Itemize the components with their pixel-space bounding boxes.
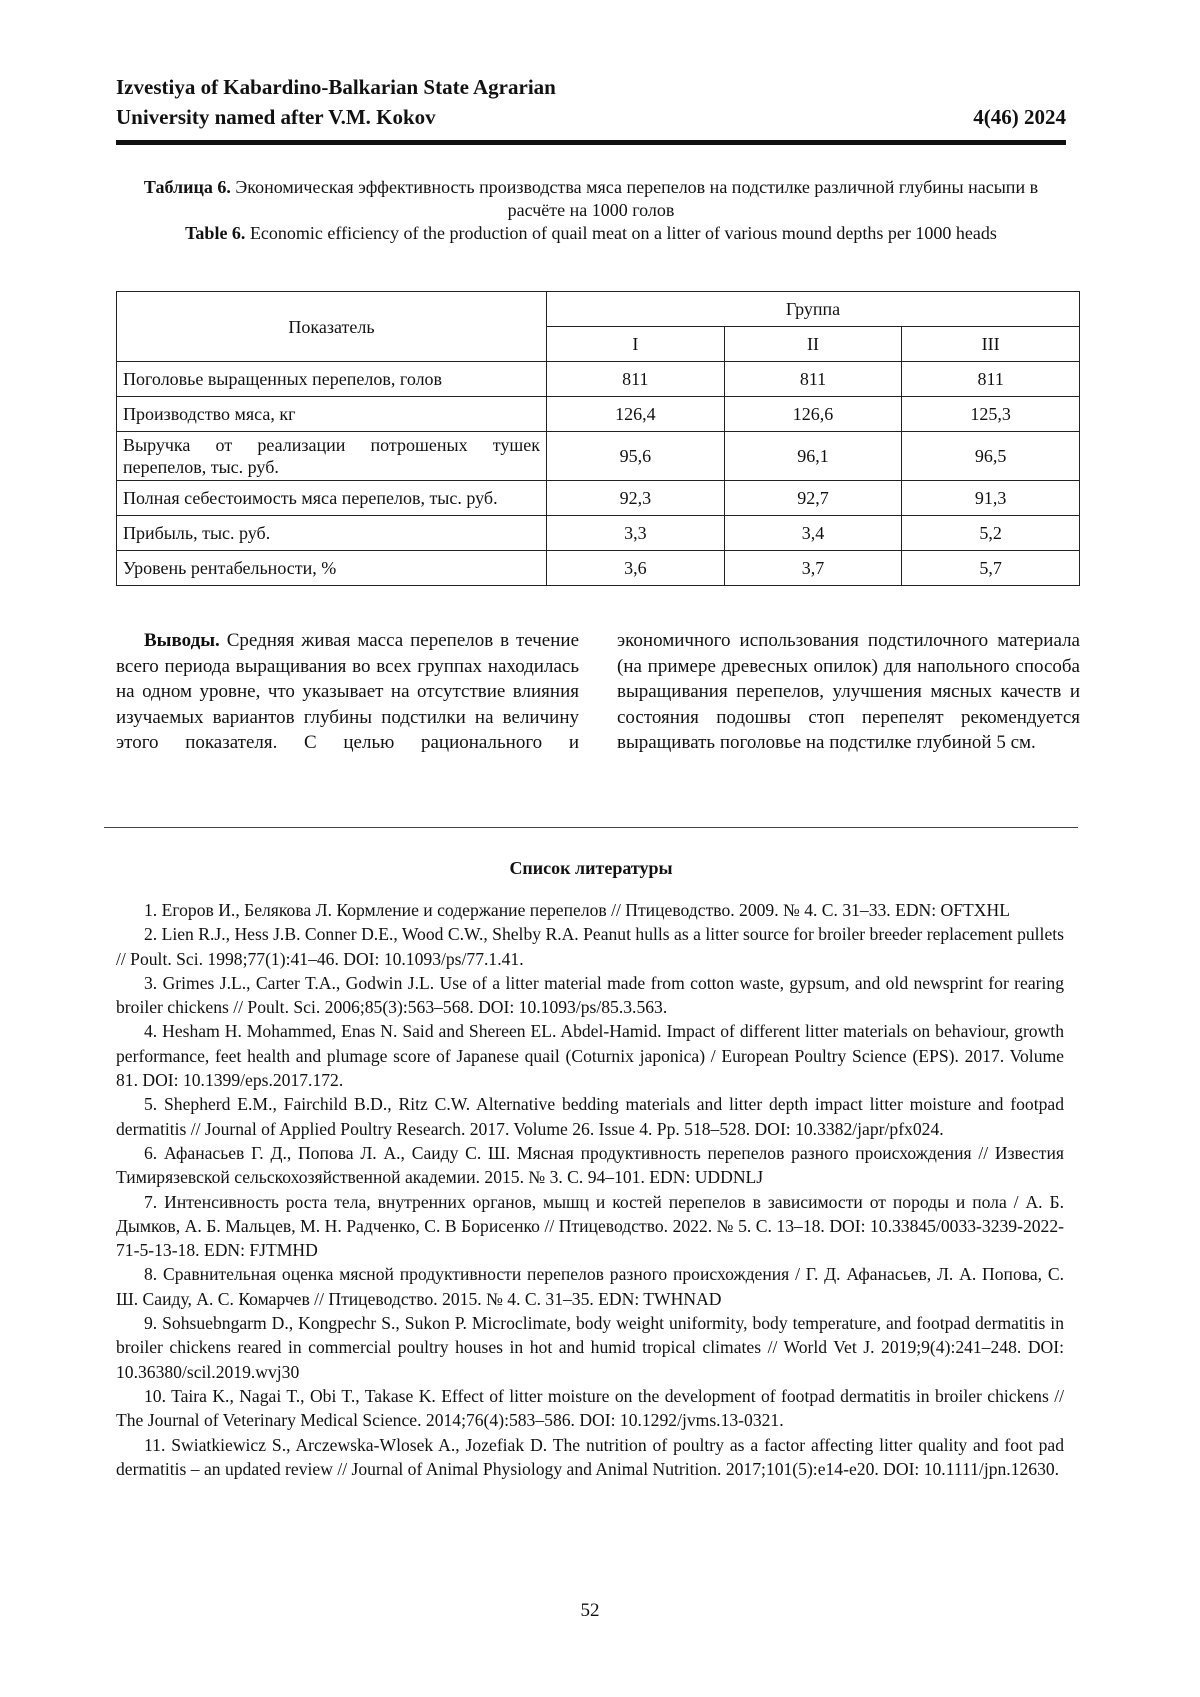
reference-item: 4. Hesham H. Mohammed, Enas N. Said and Shereen EL. Abdel-Hamid. Impact of different litter materials on behaviour, growth performance, feet health and plumage score of Japanese quail (Coturnix japonica) / European Poultry Science (EPS). 2017. Volume 81. DOI: 10.1399/eps.2017.172. — [116, 1019, 1064, 1092]
caption-ru — [116, 176, 1066, 222]
row-value: 95,6 — [547, 432, 725, 481]
group-header: Группа — [547, 292, 1080, 327]
reference-item: 2. Lien R.J., Hess J.B. Conner D.E., Wood C.W., Shelby R.A. Peanut hulls as a litter source for broiler breeder replacement pullets // Poult. Sci. 1998;77(1):41–46. DOI: 10.1093/ps/77.1.41. — [116, 922, 1064, 971]
row-value: 811 — [902, 362, 1080, 397]
reference-item: 5. Shepherd E.M., Fairchild B.D., Ritz C.W. Alternative bedding materials and litter depth impact litter moisture and footpad dermatitis // Journal of Applied Poultry Research. 2017. Volume 26. Issue 4. Pp. 518–528. DOI: 10.3382/japr/pfx024. — [116, 1092, 1064, 1141]
row-value: 811 — [724, 362, 902, 397]
caption-en — [116, 222, 1066, 245]
caption-en-text: Economic efficiency of the production of quail meat on a litter of various mound depths per 1000 heads — [245, 223, 996, 243]
reference-item: 1. Егоров И., Белякова Л. Кормление и содержание перепелов // Птицеводство. 2009. № 4. С. 31–33. EDN: OFTXHL — [116, 898, 1064, 922]
conclusions-body: Средняя живая масса перепелов в течение всего периода выращивания во всех группах находилась на одном уровне, что указывает на отсутствие влияния изучаемых вариантов глубины подстилки на величину этого показателя. С целью рационального и экономичного использования подстилочного материала (на примере древесных опилок) для напольного способа выращивания перепелов, улучшения мясных качеств и состояния подошвы стоп перепелят рекомендуется выращивать поголовье на подстилке глубиной 5 см. — [116, 630, 1080, 753]
group-col: III — [902, 327, 1080, 362]
conclusions-text — [116, 628, 1080, 756]
row-label: Поголовье выращенных перепелов, голов — [117, 362, 547, 397]
data-table — [116, 291, 1080, 586]
journal-title-line2: University named after V.M. Kokov — [116, 102, 1066, 132]
table-row — [117, 432, 1080, 481]
row-value: 96,5 — [902, 432, 1080, 481]
journal-title-line1: Izvestiya of Kabardino-Balkarian State Agrarian — [116, 72, 1066, 102]
header-rule — [116, 140, 1066, 145]
table-row — [117, 362, 1080, 397]
conclusions-col1 — [116, 628, 1080, 808]
row-label: Производство мяса, кг — [117, 397, 547, 432]
table-row — [117, 551, 1080, 586]
indicator-header: Показатель — [117, 292, 547, 362]
table-caption — [116, 176, 1066, 245]
reference-item: 7. Интенсивность роста тела, внутренних органов, мышц и костей перепелов в зависимости от породы и пола / А. Б. Дымков, А. Б. Мальцев, М. Н. Радченко, С. В Борисенко // Птицеводство. 2022. № 5. С. 13–18. DOI: 10.33845/0033-3239-2022-71-5-13-18. EDN: FJTMHD — [116, 1190, 1064, 1263]
row-value: 3,6 — [547, 551, 725, 586]
row-value: 811 — [547, 362, 725, 397]
row-value: 3,3 — [547, 516, 725, 551]
caption-ru-label: Таблица 6. — [144, 177, 231, 197]
group-col: I — [547, 327, 725, 362]
row-value: 92,3 — [547, 481, 725, 516]
row-value: 92,7 — [724, 481, 902, 516]
row-label: Прибыль, тыс. руб. — [117, 516, 547, 551]
row-value: 125,3 — [902, 397, 1080, 432]
table-row — [117, 397, 1080, 432]
group-col: II — [724, 327, 902, 362]
table-row — [117, 516, 1080, 551]
reference-item: 9. Sohsuebngarm D., Kongpechr S., Sukon P. Microclimate, body weight uniformity, body temperature, and footpad dermatitis in broiler chickens reared in commercial poultry houses in hot and humid tropical climates // World Vet J. 2019;9(4):241–248. DOI: 10.36380/scil.2019.wvj30 — [116, 1311, 1064, 1384]
row-value: 126,6 — [724, 397, 902, 432]
row-value: 5,2 — [902, 516, 1080, 551]
section-divider — [104, 827, 1078, 828]
row-value: 3,4 — [724, 516, 902, 551]
reference-item: 11. Swiatkiewicz S., Arczewska-Wlosek A., Jozefiak D. The nutrition of poultry as a factor affecting litter quality and foot pad dermatitis – an updated review // Journal of Animal Physiology and Animal Nutrition. 2017;101(5):e14-e20. DOI: 10.1111/jpn.12630. — [116, 1433, 1064, 1482]
row-label: Полная себестоимость мяса перепелов, тыс. руб. — [117, 481, 547, 516]
reference-item: 10. Taira K., Nagai T., Obi T., Takase K. Effect of litter moisture on the development of footpad dermatitis in broiler chickens // The Journal of Veterinary Medical Science. 2014;76(4):583–586. DOI: 10.1292/jvms.13-0321. — [116, 1384, 1064, 1433]
page-number: 52 — [0, 1600, 1180, 1622]
row-value: 3,7 — [724, 551, 902, 586]
references-list — [116, 898, 1064, 1481]
conclusions-label: Выводы. — [144, 630, 220, 651]
row-value: 126,4 — [547, 397, 725, 432]
row-label: Уровень рентабельности, % — [117, 551, 547, 586]
reference-item: 3. Grimes J.L., Carter T.A., Godwin J.L. Use of a litter material made from cotton waste, gypsum, and old newsprint for rearing broiler chickens // Poult. Sci. 2006;85(3):563–568. DOI: 10.1093/ps/85.3.563. — [116, 971, 1064, 1020]
row-value: 96,1 — [724, 432, 902, 481]
caption-en-label: Table 6. — [185, 223, 245, 243]
reference-item: 6. Афанасьев Г. Д., Попова Л. А., Саиду С. Ш. Мясная продуктивность перепелов разного происхождения // Известия Тимирязевской сельскохозяйственной академии. 2015. № 3. С. 94–101. EDN: UDDNLJ — [116, 1141, 1064, 1190]
reference-item: 8. Сравнительная оценка мясной продуктивности перепелов разного происхождения / Г. Д. Афанасьев, Л. А. Попова, С. Ш. Саиду, А. С. Комарчев // Птицеводство. 2015. № 4. С. 31–35. EDN: TWHNAD — [116, 1262, 1064, 1311]
table-row — [117, 481, 1080, 516]
issue-number: 4(46) 2024 — [973, 102, 1066, 132]
row-label: Выручка от реализации потрошеных тушек перепелов, тыс. руб. — [117, 432, 547, 481]
references-title: Список литературы — [116, 858, 1066, 879]
caption-ru-text: Экономическая эффективность производства мяса перепелов на подстилке различной глубины насыпи в расчёте на 1000 голов — [231, 177, 1038, 220]
row-value: 5,7 — [902, 551, 1080, 586]
running-header — [116, 72, 1066, 132]
row-value: 91,3 — [902, 481, 1080, 516]
